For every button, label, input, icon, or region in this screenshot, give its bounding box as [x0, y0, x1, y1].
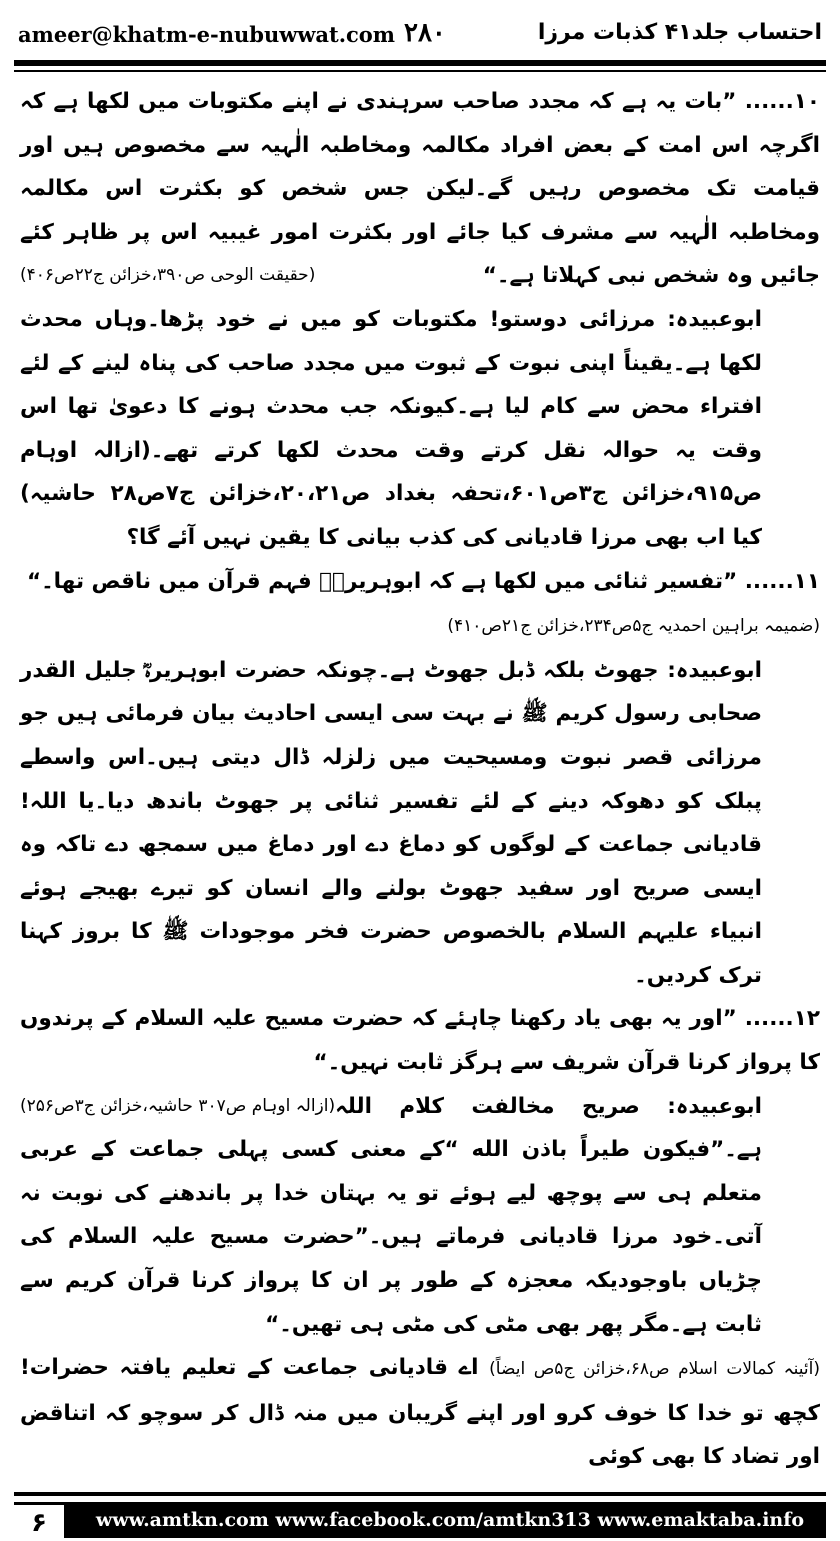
- item-11-quote-para: [20, 560, 820, 604]
- item-11-quote: ”تفسیر ثنائی میں لکھا ہے کہ ابوہریرہؓ فہم قرآن میں ناقص تھا۔“: [26, 568, 738, 594]
- page-header: [18, 18, 822, 62]
- header-email[interactable]: ameer@khatm-e-nubuwwat.com: [18, 22, 396, 47]
- footer-links[interactable]: www.amtkn.com www.facebook.com/amtkn313 www.emaktaba.info: [95, 1509, 805, 1531]
- item-12-quote-para: [20, 997, 820, 1116]
- item-11-reference: (ضمیمہ براہین احمدیہ ج۵ص۲۳۴،خزائن ج۲۱ص۴۱۰): [447, 616, 820, 637]
- footer-bar: [14, 1502, 826, 1538]
- item-12-closing-para: [20, 1346, 820, 1479]
- item-12-closing: اے قادیانی جماعت کے تعلیم یافتہ حضرات! کچھ تو خدا کا خوف کرو اور اپنے گریبان میں منہ ڈال کر سوچو کہ اتناقض اور تضاد کا بھی کوئی: [20, 1355, 820, 1470]
- item-11-number: ۱۱......: [744, 568, 820, 594]
- item-10-reference: (حقیقت الوحی ص۳۹۰،خزائن ج۲۲ص۴۰۶): [20, 265, 316, 286]
- item-10-reply: ابوعبیدہ: مرزائی دوستو! مکتوبات کو میں نے خود پڑھا۔وہاں محدث لکھا ہے۔یقیناً اپنی نبوت کے ثبوت میں مجدد صاحب کی پناہ لینے کے لئے افتراء محض سے کام لیا ہے۔کیونکہ جب محدث ہونے کا دعویٰ تھا اس وقت یہ حوالہ نقل کرتے وقت محدث لکھا کرتے تھے۔(ازالہ اوہام ص۹۱۵،خزائن ج۳ص۶۰۱،تحفہ بغداد ص۲۰،۲۱،خزائن ج۷ص۲۸ حاشیہ) کیا اب بھی مرزا قادیانی کی کذب بیانی کا یقین نہیں آئے گا؟: [20, 306, 763, 550]
- item-12-reference: (ازالہ اوہام ص۳۰۷ حاشیہ،خزائن ج۳ص۲۵۶): [20, 1095, 336, 1116]
- item-12-number: ۱۲......: [744, 1006, 820, 1032]
- item-11-reply: ابوعبیدہ: جھوٹ بلکہ ڈبل جھوٹ ہے۔چونکہ حضرت ابوہریرہؓ جلیل القدر صحابی رسول کریم ﷺ نے بہت سی ایسی احادیث بیان فرمائی ہیں جو مرزائی قصر نبوت ومسیحیت میں زلزلہ ڈال دیتی ہیں۔اس واسطے پبلک کو دھوکہ دینے کے لئے تفسیر ثنائی پر جھوٹ باندھ دیا۔یا اللہ! قادیانی جماعت کے لوگوں کو دماغ دے اور دماغ میں سمجھ دے تاکہ وہ ایسی صریح اور سفید جھوٹ بولنے والے انسان کو تیرے بھیجے ہوئے انبیاء علیہم السلام بالخصوص حضرت فخر موجودات ﷺ کا بروز کہنا ترک کردیں۔: [20, 657, 762, 988]
- item-11-ref-para: [20, 603, 820, 649]
- item-12-reference-2: (آئینہ کمالات اسلام ص۶۸،خزائن ج۵ص ایضاً): [489, 1359, 820, 1380]
- footer-page-number: ۶: [14, 1502, 64, 1541]
- item-12-reply: ابوعبیدہ: صریح مخالفت کلام اللہ ہے۔”فیکون طیراً باذن الله “کے معنی کسی پہلی جماعت کے عربی متعلم ہی سے پوچھ لیے ہوئے تو یہ بہتان خدا پر باندھنے کی نوبت نہ آتی۔خود مرزا قادیانی فرماتے ہیں۔”حضرت مسیح علیہ السلام کی چڑیاں باوجودیکہ معجزہ کے طور پر ان کا پرواز کرنا قرآن کریم سے ثابت ہے۔مگر پھر بھی مٹی کی مٹی ہی تھیں۔“: [20, 1093, 762, 1337]
- footer-rule: [14, 1492, 826, 1496]
- header-rule-thin: [14, 70, 826, 72]
- item-10-quote-para: [20, 80, 820, 298]
- item-10-quote: ”بات یہ ہے کہ مجدد صاحب سرہندی نے اپنے مکتوبات میں لکھا ہے کہ اگرچہ اس امت کے بعض افراد مکالمہ ومخاطبہ الٰہیہ سے مخصوص ہیں اور قیامت تک مخصوص رہیں گے۔لیکن جس شخص کو بکثرت اس مکالمہ ومخاطبہ الٰہیہ سے مشرف کیا جائے اور بکثرت امور غیبیہ اس پر ظاہر کئے جائیں وہ شخص نبی کہلاتا ہے۔“: [20, 89, 820, 289]
- header-rule-thick: [14, 60, 826, 66]
- page-body: [20, 80, 820, 1479]
- header-page-number: ۲۸۰: [404, 18, 446, 48]
- item-10-number: ۱۰......: [744, 89, 820, 114]
- header-book-title: احتساب جلد۴۱ کذبات مرزا: [537, 20, 822, 45]
- item-12-quote: ”اور یہ بھی یاد رکھنا چاہئے کہ حضرت مسیح علیہ السلام کے پرندوں کا پرواز کرنا قرآن شریف سے ہرگز ثابت نہیں۔“: [20, 1006, 820, 1076]
